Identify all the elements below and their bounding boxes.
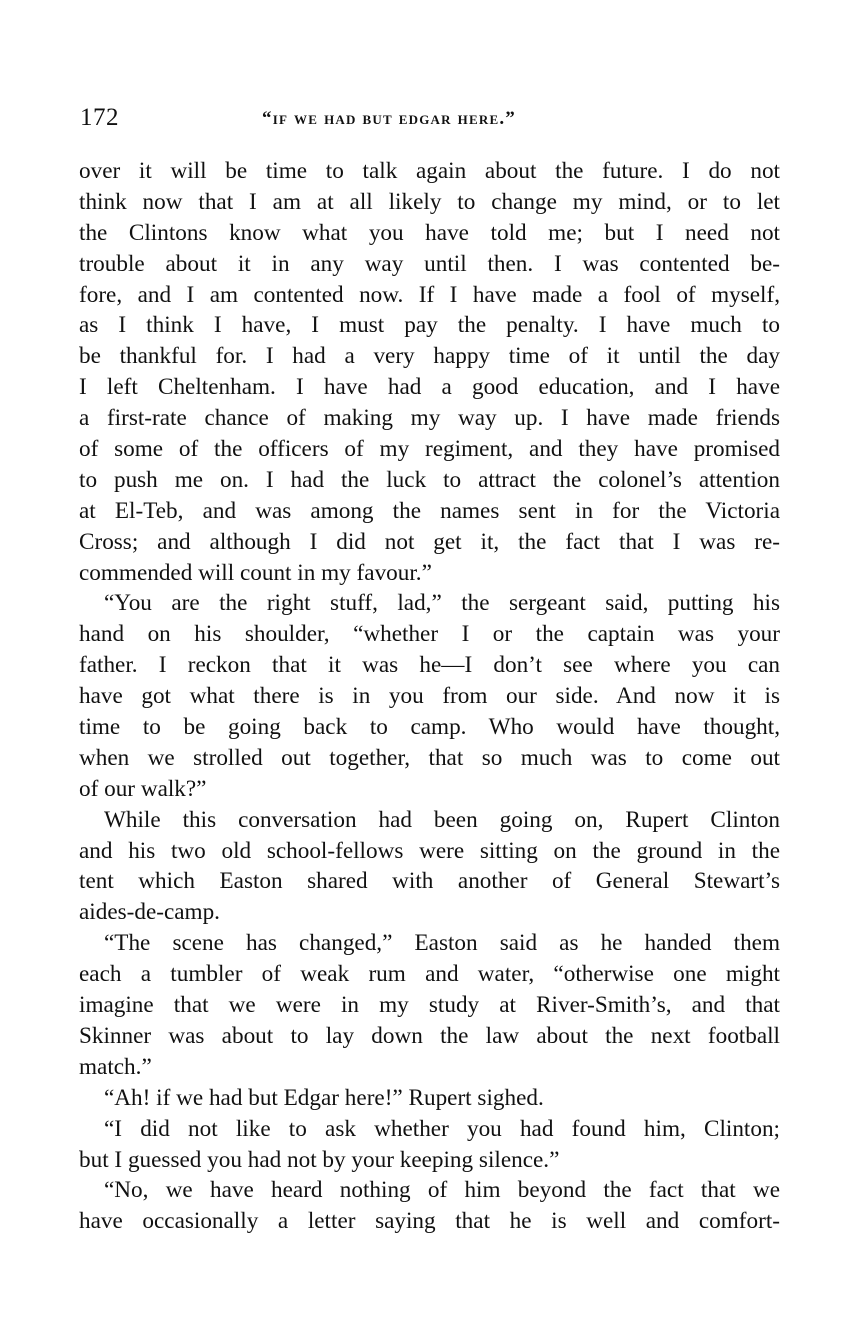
page-number: 172 [80,104,119,131]
text-line: While this conversation had been going on, Rupert Clinton [104,806,780,833]
text-line: time to be going back to camp. Who would have thought, [79,714,780,741]
text-line: father. I reckon that it was he—I don’t see where you can [79,652,780,679]
text-line: think now that I am at all likely to change my mind, or to let [79,188,780,215]
text-line: at El-Teb, and was among the names sent in for the Victoria [79,497,780,524]
text-line: and his two old school-fellows were sitting on the ground in the [79,837,780,864]
text-line: I left Cheltenham. I have had a good education, and I have [79,374,780,401]
text-line: tent which Easton shared with another of General Stewart’s [79,868,780,895]
body-text [79,156,780,1237]
text-line: Skinner was about to lay down the law about the next football [79,1022,780,1049]
text-line: be thankful for. I had a very happy time of it until the day [79,343,780,370]
text-line: Cross; and although I did not get it, the fact that I was re- [79,528,780,555]
text-line: imagine that we were in my study at River-Smith’s, and that [79,992,780,1019]
text-line: over it will be time to talk again about the future. I do not [79,158,780,184]
text-line: when we strolled out together, that so much was to come out [79,744,780,771]
text-line: to push me on. I had the luck to attract the colonel’s attention [79,466,780,493]
text-line: the Clintons know what you have told me; but I need not [79,219,780,246]
page-header [80,104,780,138]
text-line: commended will count in my favour.” [79,559,432,586]
text-line: of our walk?” [79,775,207,802]
text-line: match.” [79,1053,152,1080]
text-line: have got what there is in you from our side. And now it is [79,683,780,710]
running-head: “if we had but edgar here.” [262,108,516,129]
text-line: trouble about it in any way until then. I was contented be- [79,250,780,277]
text-line: “I did not like to ask whether you had found him, Clinton; [104,1115,780,1142]
text-line: but I guessed you had not by your keeping silence.” [79,1146,560,1173]
text-line: of some of the officers of my regiment, and they have promised [79,436,780,463]
text-line: “You are the right stuff, lad,” the sergeant said, putting his [104,590,780,617]
text-line: as I think I have, I must pay the penalty. I have much to [79,312,780,339]
text-line: hand on his shoulder, “whether I or the captain was your [79,621,780,648]
text-line: each a tumbler of weak rum and water, “otherwise one might [79,961,780,988]
text-line: aides-de-camp. [79,899,220,926]
text-line: a first-rate chance of making my way up. I have made friends [79,405,780,432]
text-line: have occasionally a letter saying that he is well and comfort- [79,1208,780,1235]
text-line: “The scene has changed,” Easton said as he handed them [104,930,780,957]
text-line: “Ah! if we had but Edgar here!” Rupert sighed. [104,1084,544,1111]
text-line: fore, and I am contented now. If I have made a fool of myself, [79,281,780,308]
text-line: “No, we have heard nothing of him beyond the fact that we [104,1177,780,1204]
